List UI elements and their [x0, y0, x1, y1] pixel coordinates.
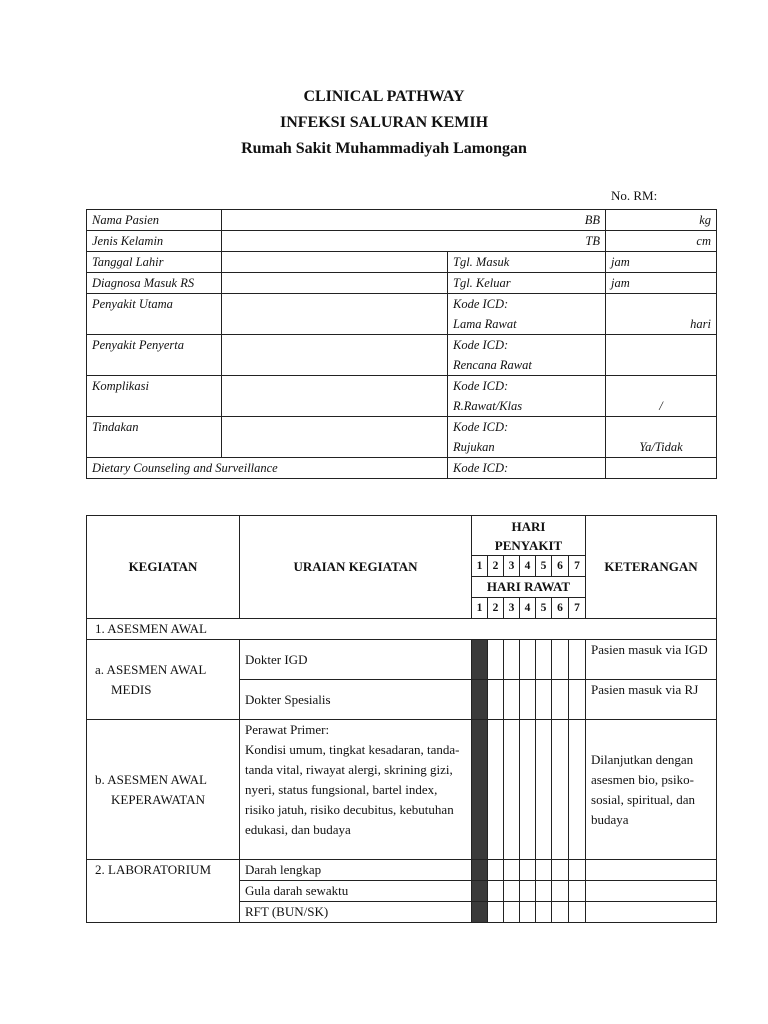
- day-cell[interactable]: [552, 860, 569, 881]
- day-cell[interactable]: [536, 720, 552, 860]
- day-cell[interactable]: [536, 881, 552, 902]
- day-cell[interactable]: [552, 680, 569, 720]
- day-cell[interactable]: [552, 902, 569, 923]
- ket-lab[interactable]: [586, 881, 717, 902]
- penyakit-utama-field[interactable]: [222, 294, 448, 335]
- hari-penyakit-header: HARI PENYAKIT: [472, 516, 586, 556]
- tgl-masuk-label: Tgl. Masuk: [448, 252, 606, 273]
- day-cell[interactable]: [504, 640, 520, 680]
- ya-tidak-option: Ya/Tidak: [639, 440, 683, 454]
- day-cell[interactable]: [520, 720, 536, 860]
- day-cell[interactable]: [569, 902, 586, 923]
- day-cell[interactable]: [520, 680, 536, 720]
- day-cell[interactable]: [504, 860, 520, 881]
- rujukan-label: Rujukan: [453, 440, 495, 454]
- section-asesmen-awal: 1. ASESMEN AWAL: [87, 619, 717, 640]
- day-cell[interactable]: [569, 640, 586, 680]
- penyakit-penyerta-field[interactable]: [222, 335, 448, 376]
- lama-rawat-field[interactable]: [606, 294, 717, 335]
- kode-icd-rujukan: [448, 417, 606, 458]
- day-cell[interactable]: [569, 720, 586, 860]
- rujukan-field[interactable]: [606, 417, 717, 458]
- patient-info-table: [86, 209, 717, 479]
- cm-unit: cm: [696, 234, 711, 248]
- nama-pasien-label: Nama Pasien: [87, 210, 222, 231]
- rawat-day-7: 7: [569, 598, 586, 619]
- jam-label: jam: [611, 255, 630, 269]
- day-cell[interactable]: [520, 902, 536, 923]
- day-cell-filled[interactable]: [472, 860, 488, 881]
- day-cell[interactable]: [520, 881, 536, 902]
- perawat-primer-text: Kondisi umum, tingkat kesadaran, tanda-tanda vital, riwayat alergi, skrining gizi, nyeri, status fungsional, bartel index, risiko jatuh, risiko decubitus, kebutuhan edukasi, dan budaya: [245, 742, 460, 837]
- kg-field[interactable]: [606, 210, 717, 231]
- day-cell[interactable]: [552, 640, 569, 680]
- kg-unit: kg: [699, 213, 711, 227]
- penyakit-penyerta-label: Penyakit Penyerta: [87, 335, 222, 376]
- no-rm-label: No. RM:: [611, 188, 658, 203]
- rawat-day-6: 6: [552, 598, 569, 619]
- komplikasi-label: Komplikasi: [87, 376, 222, 417]
- kode-icd-label: Kode ICD:: [453, 420, 509, 434]
- day-cell[interactable]: [504, 881, 520, 902]
- jenis-kelamin-label: Jenis Kelamin: [87, 231, 222, 252]
- cm-field[interactable]: [606, 231, 717, 252]
- col-keterangan-header: KETERANGAN: [586, 516, 717, 619]
- bb-field[interactable]: [222, 210, 606, 231]
- col-kegiatan-header: KEGIATAN: [87, 516, 240, 619]
- asesmen-awal-keperawatan-label: b. ASESMEN AWAL KEPERAWATAN: [87, 720, 240, 860]
- bb-label: BB: [584, 213, 600, 227]
- rawat-klas-label: R.Rawat/Klas: [453, 399, 523, 413]
- rawat-day-1: 1: [472, 598, 488, 619]
- day-6: 6: [552, 556, 569, 577]
- rawat-klas-field[interactable]: [606, 376, 717, 417]
- jam-masuk-field[interactable]: [606, 252, 717, 273]
- col-uraian-header: URAIAN KEGIATAN: [240, 516, 472, 619]
- kode-icd-rencana-rawat: [448, 335, 606, 376]
- day-cell[interactable]: [536, 860, 552, 881]
- ket-lab[interactable]: [586, 902, 717, 923]
- slash-separator: /: [659, 399, 663, 413]
- hari-rawat-header: HARI RAWAT: [472, 577, 586, 598]
- day-cell[interactable]: [488, 640, 504, 680]
- kode-icd-rawat-klas: [448, 376, 606, 417]
- page-title: CLINICAL PATHWAY: [303, 88, 465, 105]
- activity-table: [86, 515, 717, 923]
- day-5: 5: [536, 556, 552, 577]
- day-cell[interactable]: [504, 680, 520, 720]
- day-cell[interactable]: [569, 680, 586, 720]
- day-7: 7: [569, 556, 586, 577]
- day-cell[interactable]: [504, 720, 520, 860]
- day-cell[interactable]: [504, 902, 520, 923]
- hospital-name: Rumah Sakit Muhammadiyah Lamongan: [241, 140, 527, 157]
- dietary-label: Dietary Counseling and Surveillance: [87, 458, 448, 479]
- rawat-day-3: 3: [504, 598, 520, 619]
- perawat-primer-title: Perawat Primer:: [245, 722, 330, 737]
- lab-darah-lengkap: Darah lengkap: [240, 860, 472, 881]
- day-cell[interactable]: [536, 640, 552, 680]
- kode-icd-dietary: Kode ICD:: [448, 458, 606, 479]
- lama-rawat-label: Lama Rawat: [453, 317, 517, 331]
- day-cell[interactable]: [569, 860, 586, 881]
- dokter-spesialis: Dokter Spesialis: [240, 680, 472, 720]
- perawat-primer-detail: [240, 720, 472, 860]
- ket-lab[interactable]: [586, 860, 717, 881]
- tindakan-label: Tindakan: [87, 417, 222, 458]
- day-cell[interactable]: [488, 881, 504, 902]
- day-cell[interactable]: [520, 860, 536, 881]
- kode-icd-lama-rawat: [448, 294, 606, 335]
- rawat-day-4: 4: [520, 598, 536, 619]
- day-4: 4: [520, 556, 536, 577]
- day-cell[interactable]: [552, 720, 569, 860]
- day-1: 1: [472, 556, 488, 577]
- day-cell-filled[interactable]: [472, 881, 488, 902]
- rencana-rawat-label: Rencana Rawat: [453, 358, 532, 372]
- komplikasi-field[interactable]: [222, 376, 448, 417]
- penyakit-utama-label: Penyakit Utama: [87, 294, 222, 335]
- jam-label: jam: [611, 276, 630, 290]
- section-laboratorium: 2. LABORATORIUM: [87, 860, 240, 923]
- diagnosa-label: Diagnosa Masuk RS: [87, 273, 222, 294]
- day-cell-filled[interactable]: [472, 720, 488, 860]
- kode-icd-label: Kode ICD:: [453, 297, 509, 311]
- day-cell[interactable]: [520, 640, 536, 680]
- tindakan-field[interactable]: [222, 417, 448, 458]
- asesmen-awal-medis-label: a. ASESMEN AWAL MEDIS: [87, 640, 240, 720]
- rencana-rawat-field[interactable]: [606, 335, 717, 376]
- day-cell-filled[interactable]: [472, 902, 488, 923]
- lab-gula-darah: Gula darah sewaktu: [240, 881, 472, 902]
- tgl-keluar-label: Tgl. Keluar: [448, 273, 606, 294]
- tb-field[interactable]: [222, 231, 606, 252]
- kode-icd-label: Kode ICD:: [453, 338, 509, 352]
- tanggal-lahir-label: Tanggal Lahir: [87, 252, 222, 273]
- day-cell[interactable]: [536, 902, 552, 923]
- rawat-day-5: 5: [536, 598, 552, 619]
- ket-rj: Pasien masuk via RJ: [586, 680, 717, 720]
- dokter-igd: Dokter IGD: [240, 640, 472, 680]
- day-cell[interactable]: [488, 720, 504, 860]
- lab-rft: RFT (BUN/SK): [240, 902, 472, 923]
- dietary-field[interactable]: [606, 458, 717, 479]
- page-subtitle: INFEKSI SALURAN KEMIH: [279, 114, 489, 131]
- day-cell[interactable]: [569, 881, 586, 902]
- day-cell[interactable]: [488, 860, 504, 881]
- day-cell[interactable]: [488, 902, 504, 923]
- day-2: 2: [488, 556, 504, 577]
- rawat-day-2: 2: [488, 598, 504, 619]
- ket-perawat: Dilanjutkan dengan asesmen bio, psiko-sosial, spiritual, dan budaya: [586, 720, 717, 860]
- tanggal-lahir-field[interactable]: [222, 252, 448, 273]
- day-cell-filled[interactable]: [472, 640, 488, 680]
- day-cell[interactable]: [488, 680, 504, 720]
- diagnosa-field[interactable]: [222, 273, 448, 294]
- day-cell[interactable]: [536, 680, 552, 720]
- jam-keluar-field[interactable]: [606, 273, 717, 294]
- day-cell[interactable]: [552, 881, 569, 902]
- hari-unit: hari: [690, 317, 711, 331]
- kode-icd-label: Kode ICD:: [453, 379, 509, 393]
- ket-igd: Pasien masuk via IGD: [586, 640, 717, 680]
- day-3: 3: [504, 556, 520, 577]
- tb-label: TB: [585, 234, 600, 248]
- day-cell-filled[interactable]: [472, 680, 488, 720]
